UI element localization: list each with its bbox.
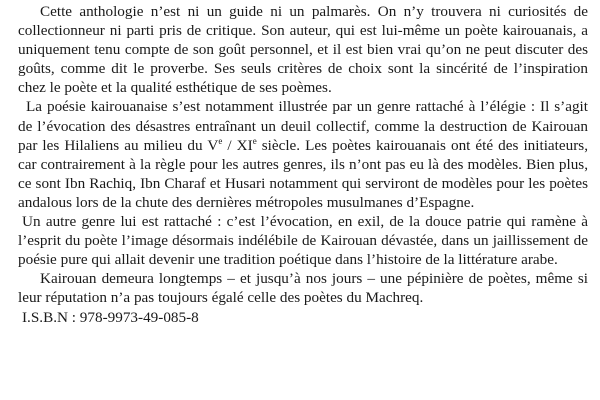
elegy-text-part-1: La poésie kairouanaise s’est notamment illustrée par un genre rattaché à l’élégie : Il s’agit de l’évocation des désastres entraînant un deuil collectif, comme la destruction de Kairouan par les Hilaliens au milieu du V [18, 98, 588, 154]
paragraph-anthology-intro: Cette anthologie n’est ni un guide ni un palmarès. On n’y trouvera ni curiosités de collectionneur ni parti pris de critique. Son auteur, qui est lui-même un poète kairouanais, a uniquement tenu compte de son goût personnel, et il est bien vrai qu’on ne peut discuter des goûts, comme dit le proverbe. Ses seuls critères de choix sont la sincérité de l’inspiration chez le poète et la qualité esthétique de ses poèmes. [18, 3, 588, 97]
century-superscript-xi: e [252, 135, 257, 146]
elegy-text-part-2: / XI [222, 136, 253, 154]
back-cover-text [18, 2, 588, 327]
isbn-line: I.S.B.N : 978-9973-49-085-8 [22, 308, 199, 326]
elegy-text-part-3: siècle. Les poètes kairouanais ont été des initiateurs, car contrairement à la règle pour les autres genres, ils n’ont pas eu là des modèles. Bien plus, ce sont Ibn Rachiq, Ibn Charaf et Husari notamment qui serviront de modèles pour les poètes andalous lors de la chute des dernières métropoles musulmanes d’Espagne. [18, 136, 588, 211]
paragraph-exile-genre: Un autre genre lui est rattaché : c’est l’évocation, en exil, de la douce patrie qui ramène à l’esprit du poète l’image désormais indélébile de Kairouan dévastée, dans un jaillissement de poésie pure qui allait devenir une tradition poétique dans l’histoire de la littérature arabe. [18, 213, 588, 269]
century-superscript-v: e [218, 135, 223, 146]
paragraph-poets-nursery: Kairouan demeura longtemps – et jusqu’à nos jours – une pépinière de poètes, même si leur réputation n’a pas toujours égalé celle des poètes du Machreq. [18, 270, 588, 307]
paragraph-elegy-genre [18, 97, 588, 212]
